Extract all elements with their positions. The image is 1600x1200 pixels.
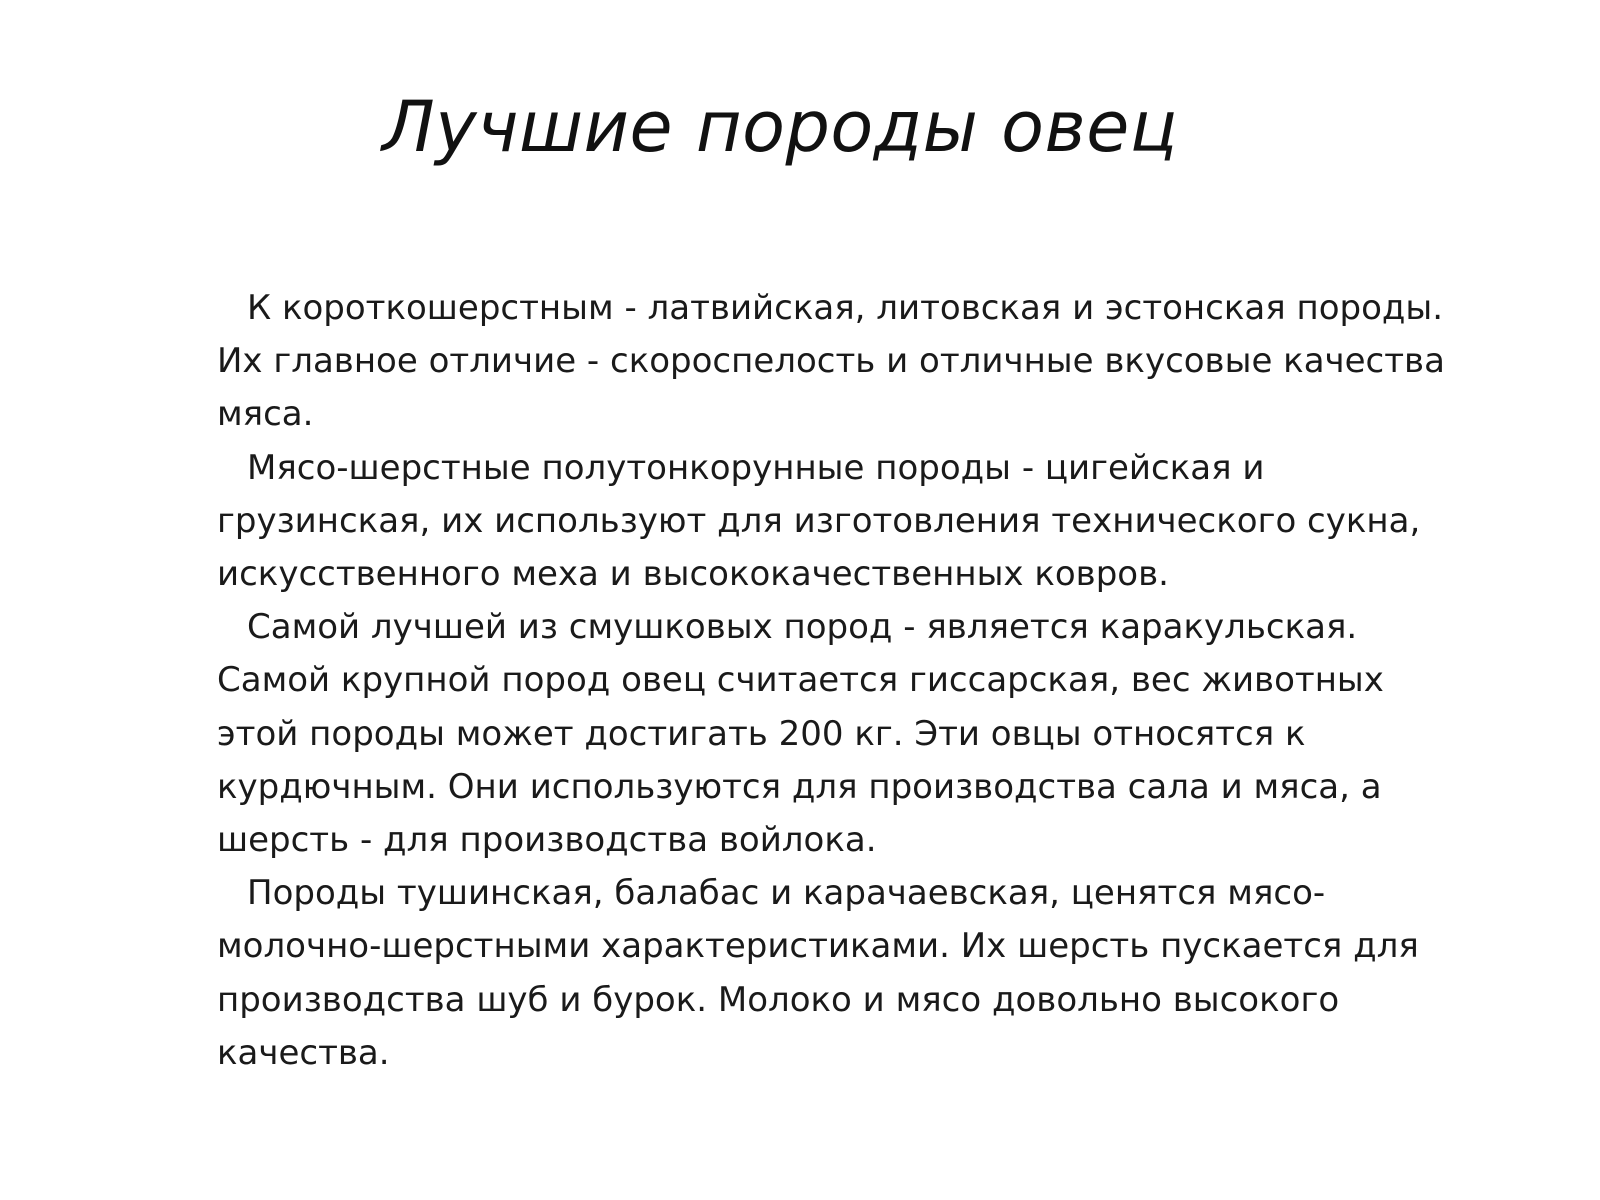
paragraph-short-wool-breeds: К короткошерстным - латвийская, литовская и эстонская породы. Их главное отличие - скороспелость и отличные вкусовые качества мяса. — [217, 288, 1445, 435]
paragraph-meat-wool-breeds: Мясо-шерстные полутонкорунные породы - цигейская и грузинская, их используют для изготовления технического сукна, искусственного меха и высококачественных ковров. — [217, 447, 1421, 595]
slide-title: Лучшие породы овец — [382, 86, 1178, 168]
slide-body — [217, 282, 1447, 1080]
paragraph-tushin-balbas-karachay-breeds: Породы тушинская, балабас и карачаевская, ценятся мясо-молочно-шерстными характеристиками. Их шерсть пускается для производства шуб и бурок. Молоко и мясо довольно высокого качества. — [217, 873, 1419, 1073]
paragraph-karakul-hissar-breeds: Самой лучшей из смушковых пород - является каракульская. Самой крупной пород овец считается гиссарская, вес животных этой породы может достигать 200 кг. Эти овцы относятся к курдючным. Они используются для производства сала и мяса, а шерсть - для производства войлока. — [217, 607, 1384, 861]
